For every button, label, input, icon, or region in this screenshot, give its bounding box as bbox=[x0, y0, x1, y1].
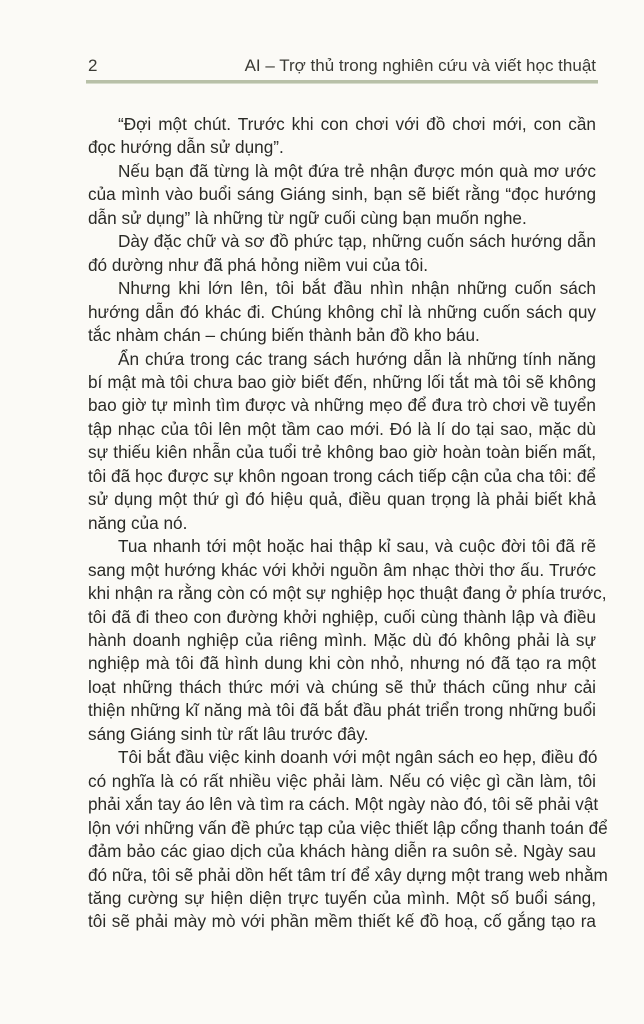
running-header bbox=[88, 52, 596, 76]
text-line: Tua nhanh tới một hoặc hai thập kỉ sau, và cuộc đời tôi đã rẽ bbox=[118, 536, 596, 557]
text-line: thiện những kĩ năng mà tôi đã bắt đầu phát triển trong những buổi bbox=[88, 700, 596, 721]
header-rule bbox=[86, 80, 598, 84]
paragraph bbox=[88, 348, 596, 536]
text-line: tôi sẽ phải mày mò với phần mềm thiết kế đồ hoạ, cố gắng tạo ra bbox=[88, 911, 596, 932]
text-line: lộn với những vấn đề phức tạp của việc thiết lập cổng thanh toán để bbox=[88, 817, 608, 838]
text-line: đó nữa, tôi sẽ phải dồn hết tâm trí để xây dựng một trang web nhằm bbox=[88, 864, 608, 885]
text-line: Nhưng khi lớn lên, tôi bắt đầu nhìn nhận những cuốn sách bbox=[118, 278, 596, 299]
text-line: dẫn sử dụng” là những từ ngữ cuối cùng bạn muốn nghe. bbox=[88, 207, 527, 228]
text-line: khi nhận ra rằng còn có một sự nghiệp học thuật đang ở phía trước, bbox=[88, 583, 607, 604]
text-line: tôi đã học được sự khôn ngoan trong cách tiếp cận của cha tôi: để bbox=[88, 465, 596, 486]
paragraph bbox=[88, 113, 596, 160]
text-line: hành doanh nghiệp của riêng mình. Mặc dù đó không phải là sự bbox=[88, 629, 596, 650]
text-line: Tôi bắt đầu việc kinh doanh với một ngân sách eo hẹp, điều đó bbox=[118, 747, 598, 768]
text-line: “Đợi một chút. Trước khi con chơi với đồ chơi mới, con cần bbox=[118, 114, 596, 134]
paragraph bbox=[88, 535, 607, 746]
paragraph bbox=[88, 230, 596, 277]
text-line: năng của nó. bbox=[88, 512, 188, 533]
text-line: hướng dẫn đó khác đi. Chúng không chỉ là những cuốn sách quy bbox=[88, 301, 596, 322]
text-line: tăng cường sự hiện diện trực tuyến của mình. Một số buổi sáng, bbox=[88, 887, 596, 908]
text-line: bao giờ tự mình tìm được và những mẹo để đưa trò chơi về tuyển bbox=[88, 395, 596, 416]
paragraph bbox=[88, 160, 596, 230]
body-text bbox=[88, 113, 608, 934]
text-line: phải xắn tay áo lên và tìm ra cách. Một ngày nào đó, tôi sẽ phải vật bbox=[88, 794, 599, 815]
text-line: sử dụng một thứ gì đó hiệu quả, điều quan trọng là phải biết khả bbox=[88, 489, 596, 510]
text-line: sáng Giáng sinh từ rất lâu trước đây. bbox=[88, 723, 369, 744]
text-line: loạt những thách thức mới và chúng sẽ thử thách cũng như cải bbox=[88, 676, 596, 697]
running-title: AI – Trợ thủ trong nghiên cứu và viết học thuật bbox=[244, 56, 596, 75]
text-line: Ẩn chứa trong các trang sách hướng dẫn là những tính năng bbox=[118, 348, 596, 369]
text-line: đọc hướng dẫn sử dụng”. bbox=[88, 137, 284, 158]
text-line: đảm bảo các giao dịch của khách hàng diễn ra suôn sẻ. Ngày sau bbox=[88, 841, 596, 862]
text-line: Nếu bạn đã từng là một đứa trẻ nhận được món quà mơ ước bbox=[118, 160, 596, 181]
text-line: tắc nhàm chán – chúng biến thành bản đồ kho báu. bbox=[88, 325, 480, 346]
page-number: 2 bbox=[88, 56, 98, 75]
paragraph bbox=[88, 746, 608, 934]
text-line: nghiệp mà tôi đã hình dung khi còn nhỏ, nhưng nó đã tạo ra một bbox=[88, 653, 596, 674]
text-line: tôi đã đi theo con đường khởi nghiệp, cuối cùng thành lập và điều bbox=[88, 606, 596, 627]
text-line: sang một hướng khác với khởi nguồn âm nhạc thời thơ ấu. Trước bbox=[88, 559, 596, 580]
text-line: có nghĩa là có rất nhiều việc phải làm. Nếu có việc gì cần làm, tôi bbox=[88, 770, 596, 791]
text-line: của mình vào buổi sáng Giáng sinh, bạn sẽ biết rằng “đọc hướng bbox=[88, 184, 596, 205]
text-line: đó dường như đã phá hỏng niềm vui của tôi. bbox=[88, 254, 429, 275]
paragraph bbox=[88, 277, 596, 347]
text-line: bí mật mà tôi chưa bao giờ biết đến, những lối tắt mà tôi sẽ không bbox=[88, 371, 596, 392]
text-line: tập nhạc của tôi lên một tầm cao mới. Đó là lí do tại sao, mặc dù bbox=[88, 418, 596, 439]
text-line: Dày đặc chữ và sơ đồ phức tạp, những cuốn sách hướng dẫn bbox=[118, 231, 596, 252]
text-line: sự thiếu kiên nhẫn của tuổi trẻ không bao giờ hoàn toàn biến mất, bbox=[88, 442, 596, 463]
